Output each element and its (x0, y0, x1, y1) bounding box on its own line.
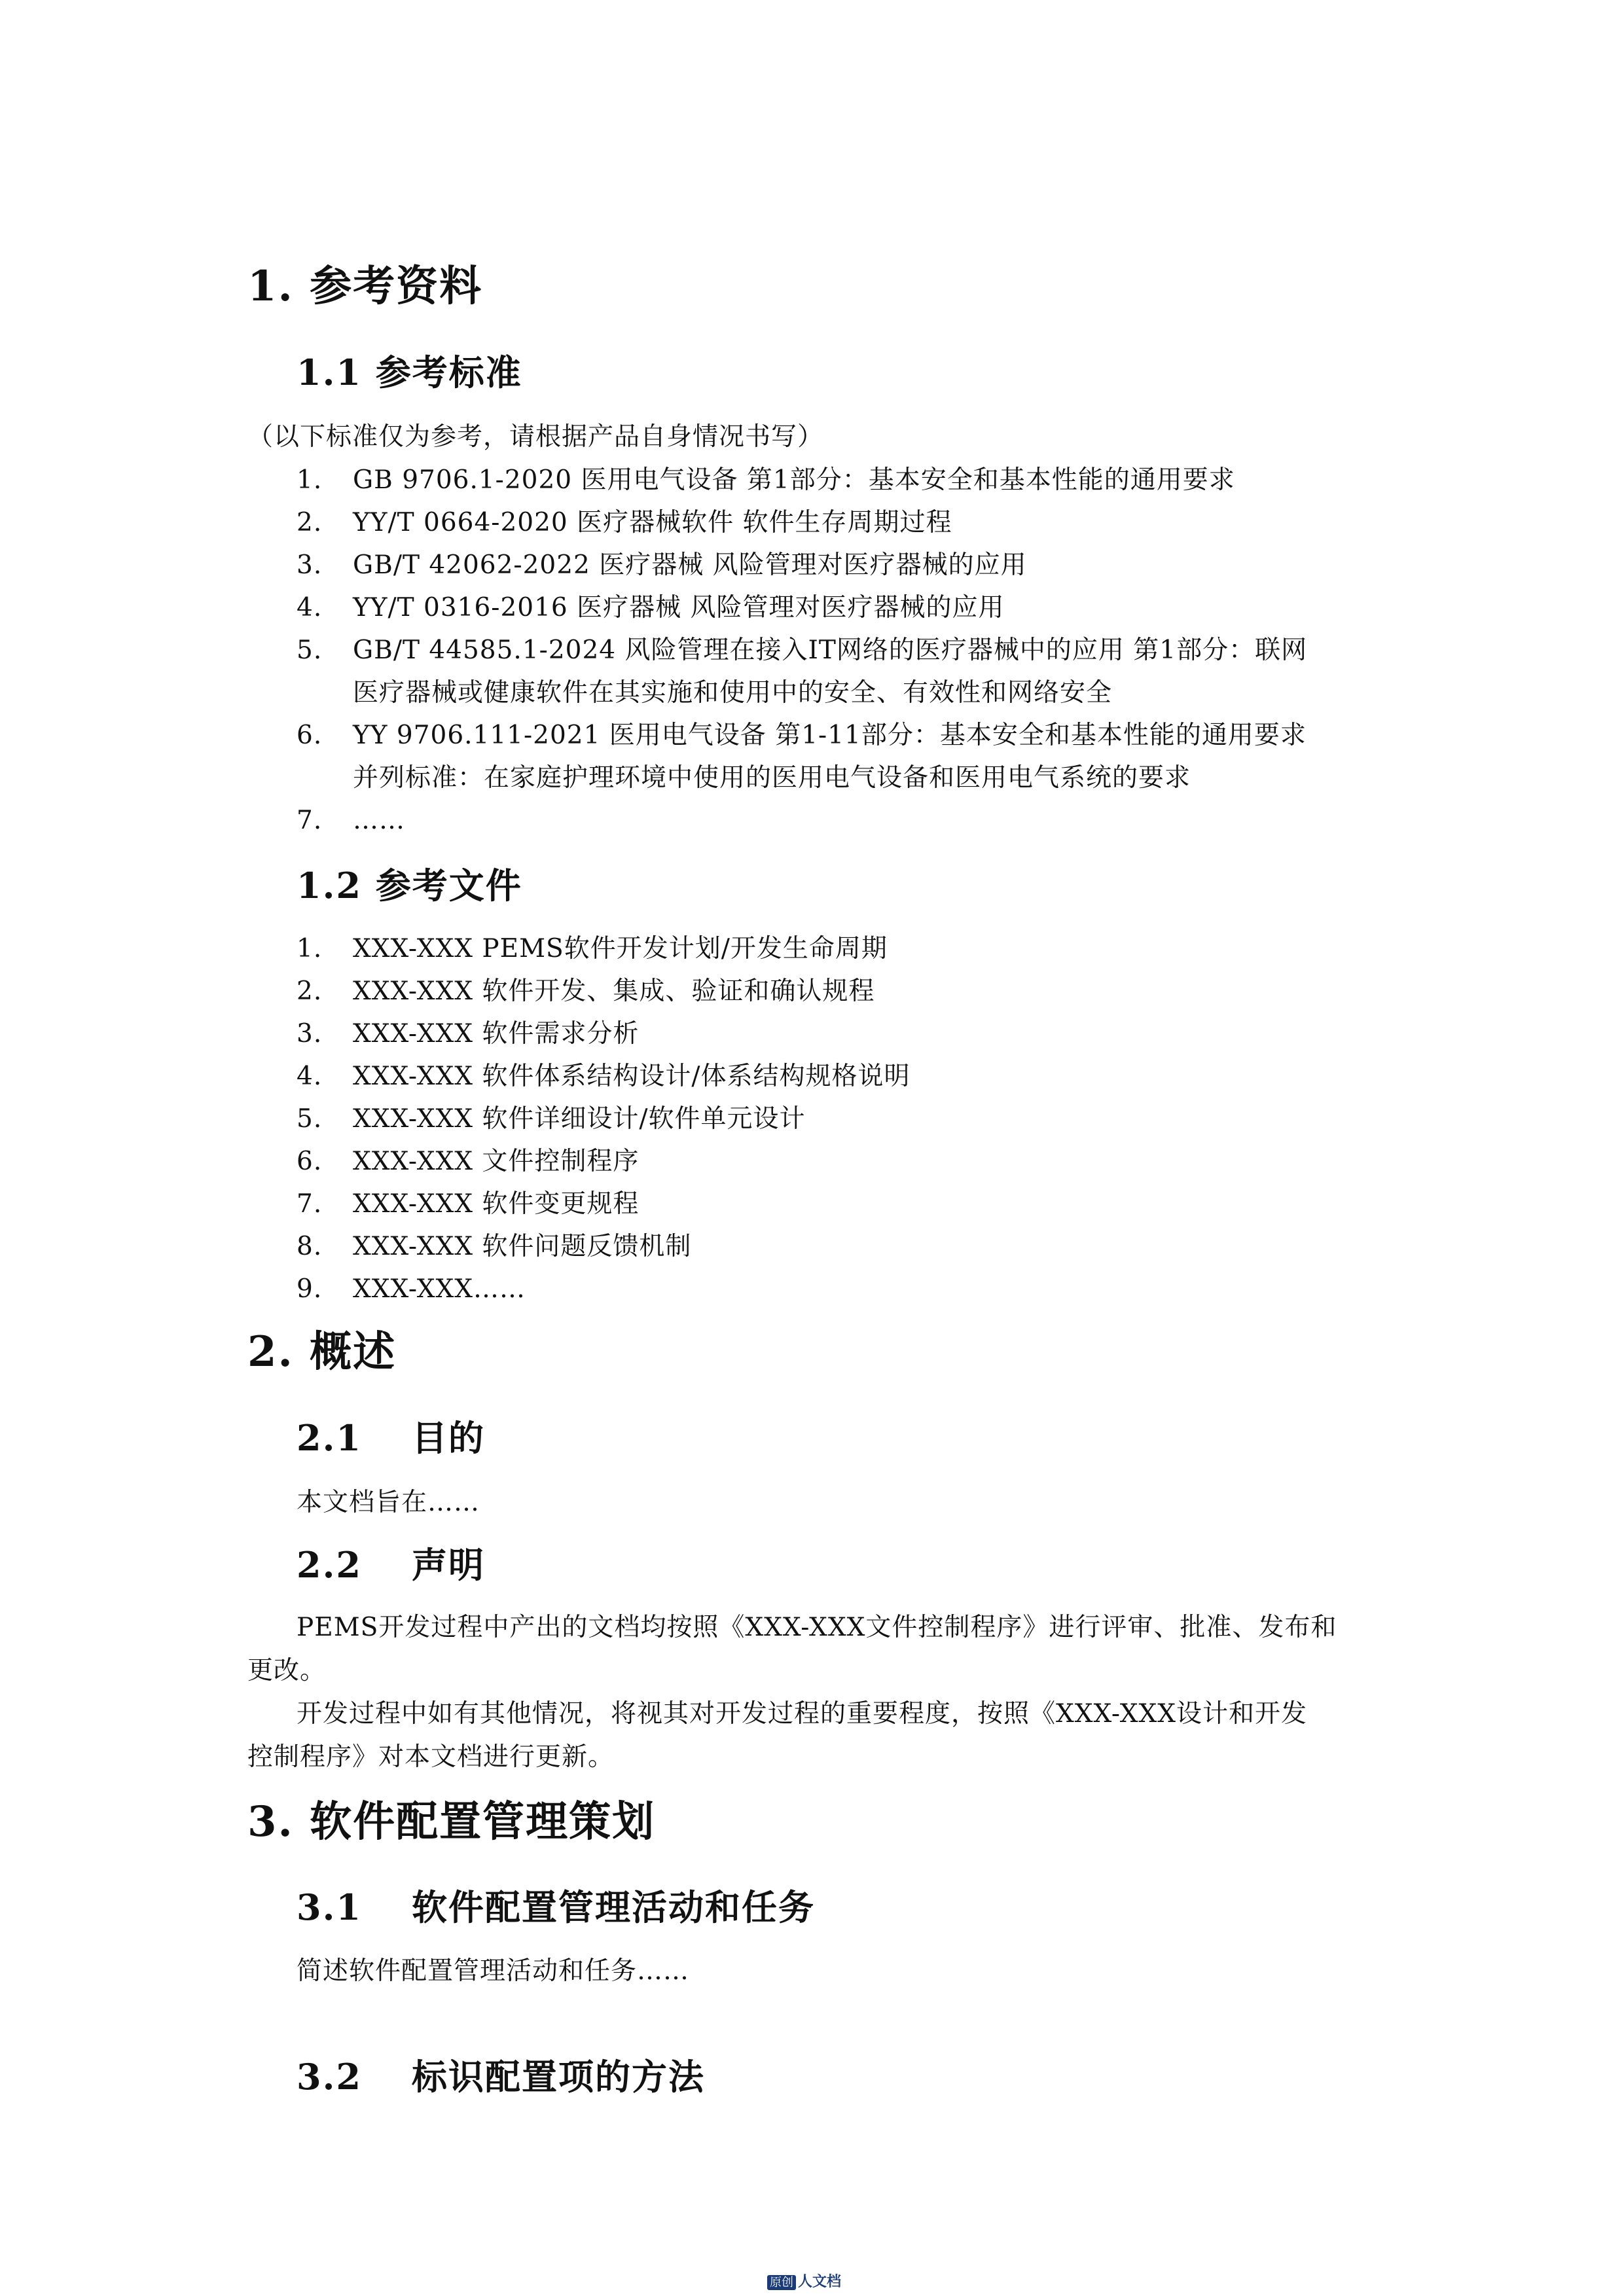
statement-paragraph-2: 开发过程中如有其他情况，将视其对开发过程的重要程度，按照《XXX-XXX设计和开发 (297, 1699, 1307, 1729)
section-3-heading: 3. 软件配置管理策划 (247, 1797, 656, 1846)
activities-text: 简述软件配置管理活动和任务…… (297, 1956, 690, 1986)
section-2-heading: 2. 概述 (247, 1327, 397, 1376)
standard-item-continuation: 医疗器械或健康软件在其实施和使用中的安全、有效性和网络安全 (353, 678, 1113, 708)
statement-paragraph-2-cont: 控制程序》对本文档进行更新。 (247, 1742, 615, 1772)
reference-file-item: 6. XXX-XXX 文件控制程序 (297, 1147, 640, 1176)
section-1-2-heading: 1.2 参考文件 (297, 865, 522, 906)
standard-item: 6. YY 9706.111-2021 医用电气设备 第1-11部分：基本安全和基本性能的通用要求 (297, 721, 1307, 750)
standard-item: 3. GB/T 42062-2022 医疗器械 风险管理对医疗器械的应用 (297, 550, 1027, 580)
standards-note: （以下标准仅为参考，请根据产品自身情况书写） (247, 422, 824, 452)
reference-file-item: 4. XXX-XXX 软件体系结构设计/体系结构规格说明 (297, 1062, 911, 1091)
statement-paragraph-1: PEMS开发过程中产出的文档均按照《XXX-XXX文件控制程序》进行评审、批准、发布和 (297, 1613, 1337, 1642)
reference-file-item: 8. XXX-XXX 软件问题反馈机制 (297, 1232, 692, 1261)
section-1-heading: 1. 参考资料 (247, 262, 483, 311)
reference-file-item: 1. XXX-XXX PEMS软件开发计划/开发生命周期 (297, 934, 888, 963)
standard-item: 5. GB/T 44585.1-2024 风险管理在接入IT网络的医疗器械中的应用 第1部分：联网 (297, 636, 1308, 665)
purpose-text: 本文档旨在…… (297, 1488, 480, 1517)
reference-file-item: 7. XXX-XXX 软件变更规程 (297, 1189, 640, 1219)
section-3-2-heading: 3.2 标识配置项的方法 (297, 2056, 705, 2098)
reference-file-item: 5. XXX-XXX 软件详细设计/软件单元设计 (297, 1104, 806, 1134)
footer-logo-badge: 原创 (767, 2275, 796, 2290)
statement-paragraph-1-cont: 更改。 (247, 1656, 327, 1685)
section-1-1-heading: 1.1 参考标准 (297, 351, 522, 393)
standard-item-continuation: 并列标准：在家庭护理环境中使用的医用电气设备和医用电气系统的要求 (353, 763, 1191, 793)
standard-item: 2. YY/T 0664-2020 医疗器械软件 软件生存周期过程 (297, 508, 952, 537)
section-3-1-heading: 3.1 软件配置管理活动和任务 (297, 1886, 815, 1928)
reference-file-item: 9. XXX-XXX…… (297, 1274, 526, 1304)
reference-file-item: 3. XXX-XXX 软件需求分析 (297, 1019, 640, 1049)
reference-file-item: 2. XXX-XXX 软件开发、集成、验证和确认规程 (297, 977, 875, 1006)
standard-item: 4. YY/T 0316-2016 医疗器械 风险管理对医疗器械的应用 (297, 593, 1005, 622)
section-2-1-heading: 2.1 目的 (297, 1417, 485, 1459)
footer-watermark (767, 2275, 841, 2289)
section-2-2-heading: 2.2 声明 (297, 1544, 485, 1586)
footer-brand: 人文档 (798, 2274, 842, 2290)
standard-item: 7. …… (297, 806, 405, 835)
standard-item: 1. GB 9706.1-2020 医用电气设备 第1部分：基本安全和基本性能的通用要求 (297, 465, 1235, 495)
